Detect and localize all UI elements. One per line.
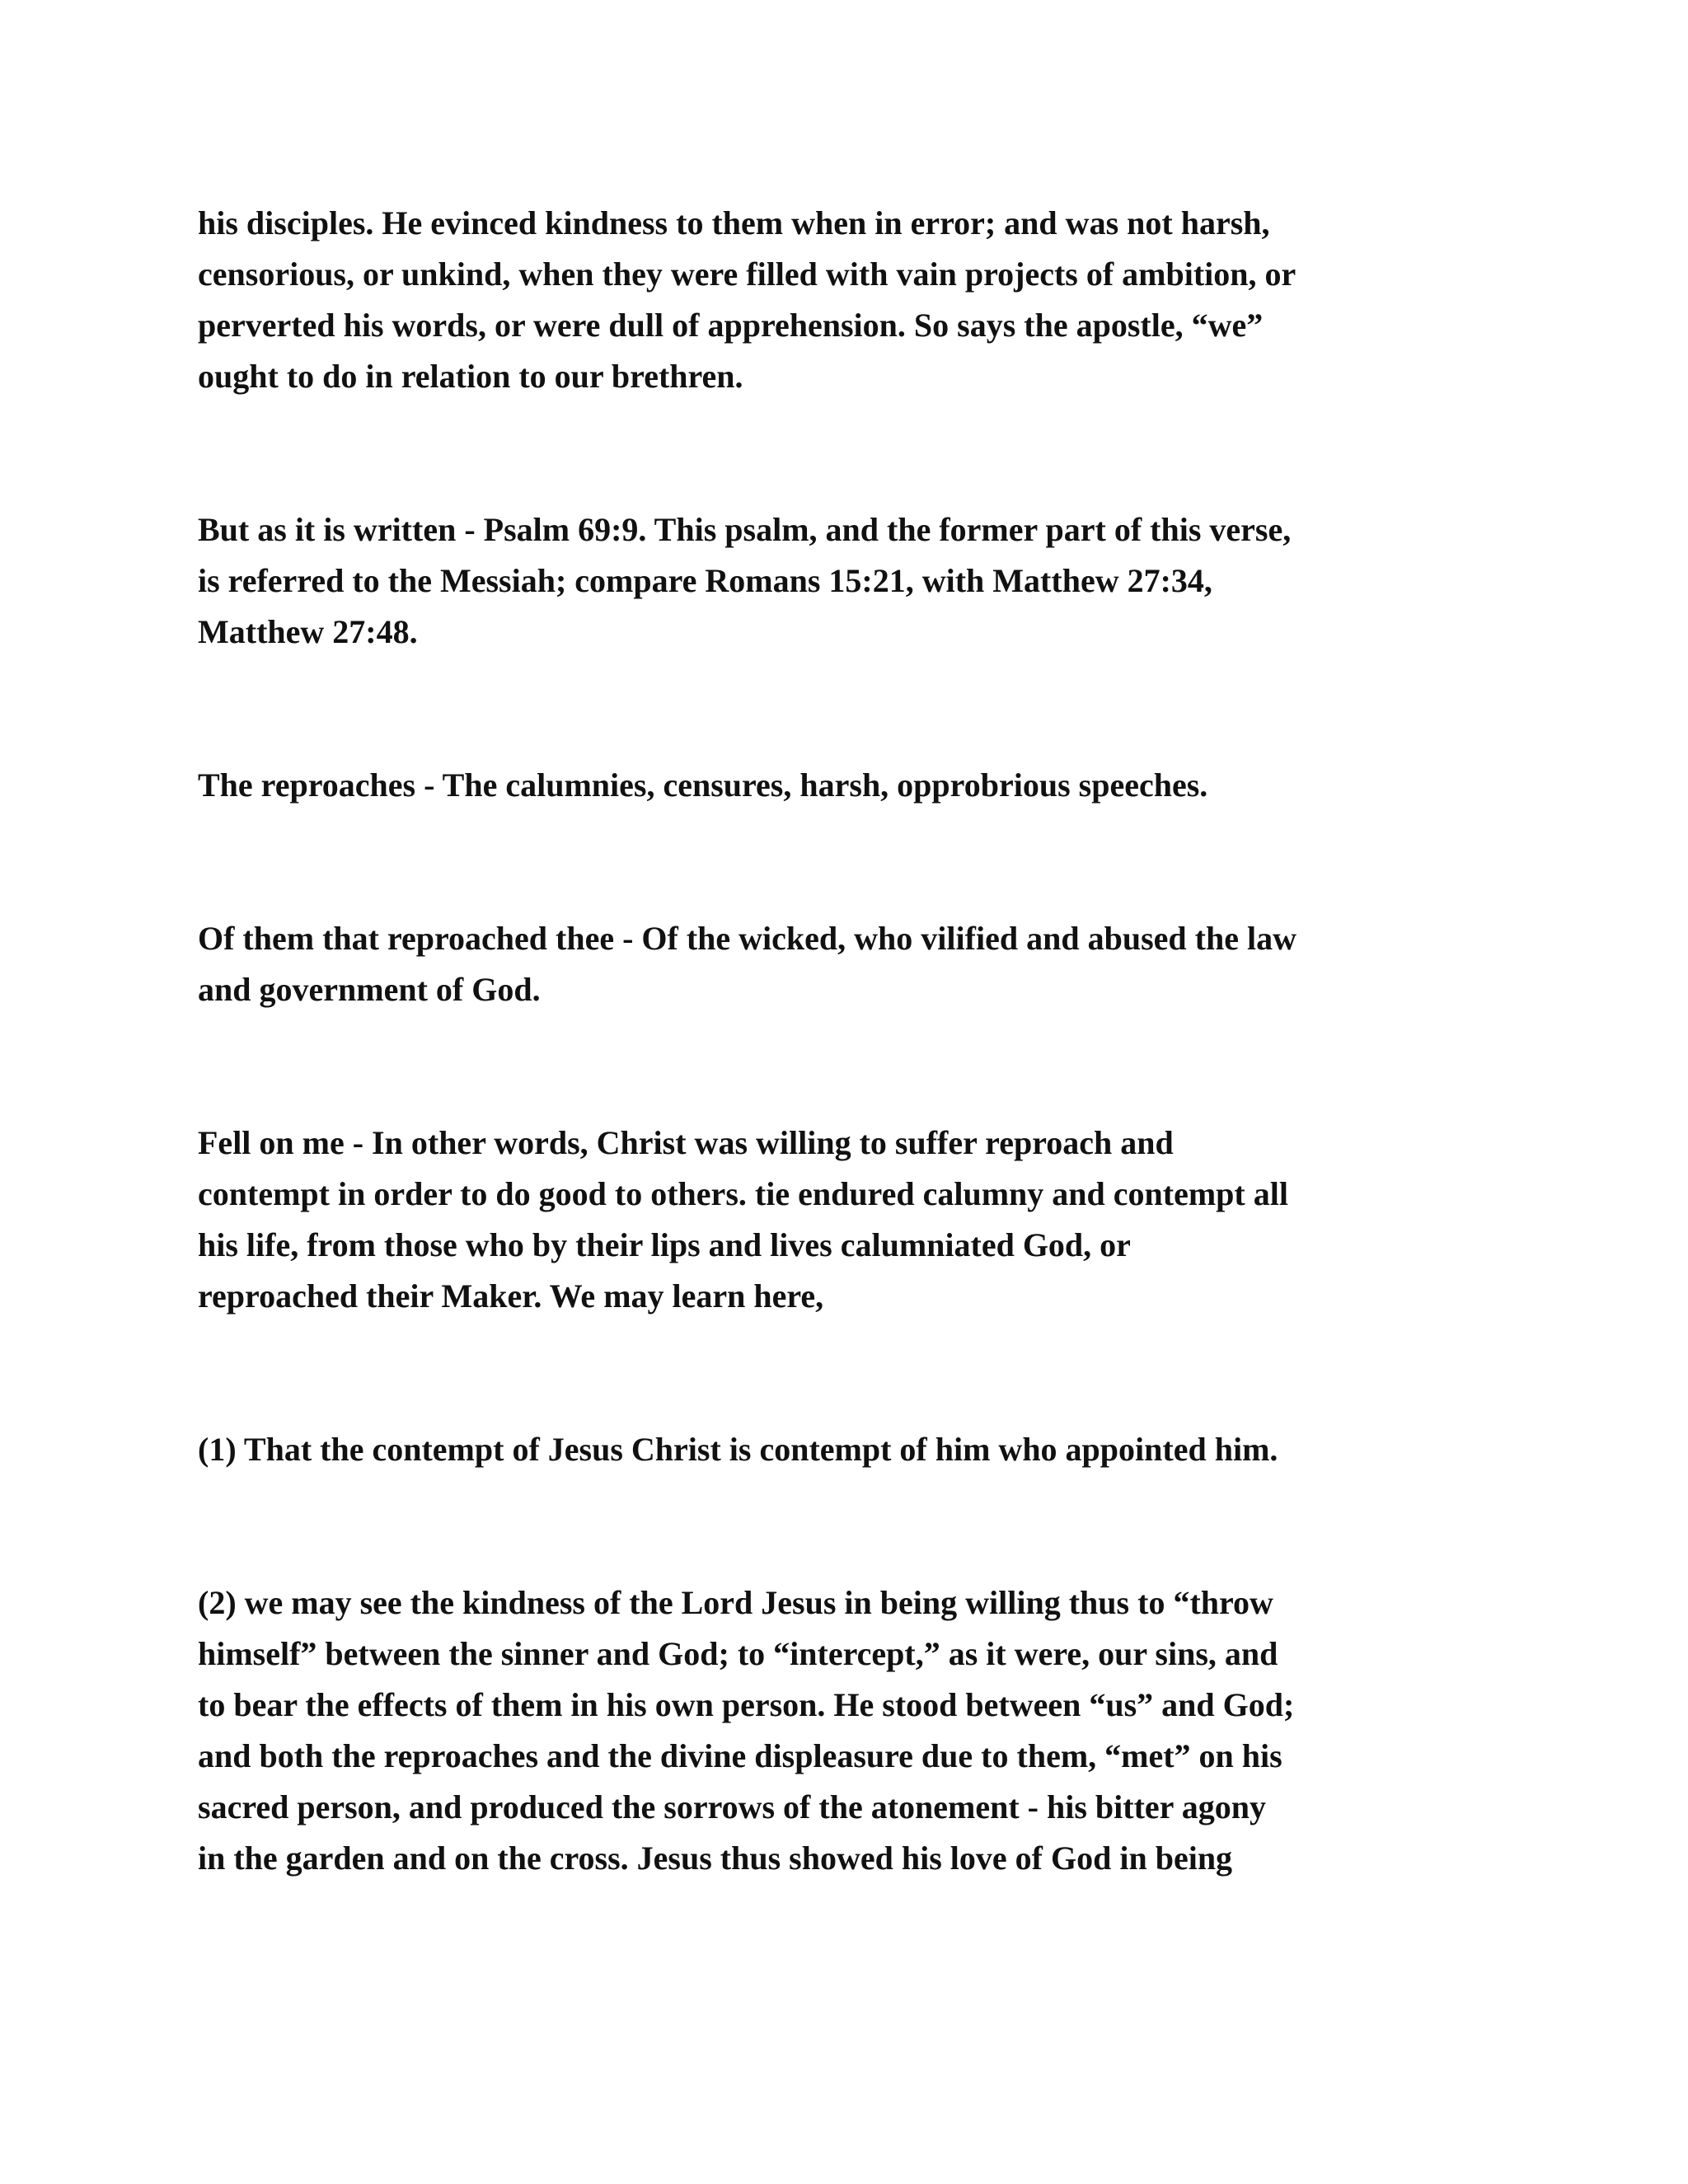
text-line: is referred to the Messiah; compare Romans 15:21, with Matthew 27:34, [198, 562, 1212, 599]
text-line: and both the reproaches and the divine displeasure due to them, “met” on his [198, 1737, 1282, 1774]
text-line: his disciples. He evinced kindness to them when in error; and was not harsh, [198, 204, 1270, 241]
text-line: himself” between the sinner and God; to “intercept,” as it were, our sins, and [198, 1635, 1278, 1672]
paragraph-point-2 [198, 1577, 1517, 1884]
text-line: (2) we may see the kindness of the Lord Jesus in being willing thus to “throw [198, 1584, 1273, 1621]
paragraph-disciples [198, 198, 1517, 402]
paragraph-as-it-is-written [198, 504, 1517, 658]
text-line: Fell on me - In other words, Christ was willing to suffer reproach and [198, 1124, 1174, 1161]
page-body [198, 198, 1517, 1884]
paragraph-the-reproaches [198, 760, 1517, 811]
paragraph-fell-on-me [198, 1118, 1517, 1322]
text-line: Matthew 27:48. [198, 613, 418, 650]
text-line: (1) That the contempt of Jesus Christ is contempt of him who appointed him. [198, 1431, 1278, 1468]
text-line: to bear the effects of them in his own person. He stood between “us” and God; [198, 1686, 1295, 1723]
text-line: Of them that reproached thee - Of the wicked, who vilified and abused the law [198, 920, 1296, 957]
paragraph-point-1 [198, 1424, 1517, 1475]
text-line: reproached their Maker. We may learn here, [198, 1277, 824, 1315]
text-line: contempt in order to do good to others. tie endured calumny and contempt all [198, 1175, 1288, 1212]
text-line: censorious, or unkind, when they were filled with vain projects of ambition, or [198, 255, 1296, 293]
paragraph-of-them-that-reproached [198, 913, 1517, 1015]
text-line: sacred person, and produced the sorrows of the atonement - his bitter agony [198, 1788, 1266, 1825]
text-line: The reproaches - The calumnies, censures, harsh, opprobrious speeches. [198, 766, 1208, 804]
text-line: his life, from those who by their lips and lives calumniated God, or [198, 1226, 1131, 1263]
text-line: perverted his words, or were dull of apprehension. So says the apostle, “we” [198, 307, 1264, 344]
text-line: ought to do in relation to our brethren. [198, 358, 743, 395]
text-line: in the garden and on the cross. Jesus thus showed his love of God in being [198, 1840, 1233, 1877]
text-line: and government of God. [198, 971, 541, 1008]
text-line: But as it is written - Psalm 69:9. This psalm, and the former part of this verse, [198, 511, 1292, 548]
